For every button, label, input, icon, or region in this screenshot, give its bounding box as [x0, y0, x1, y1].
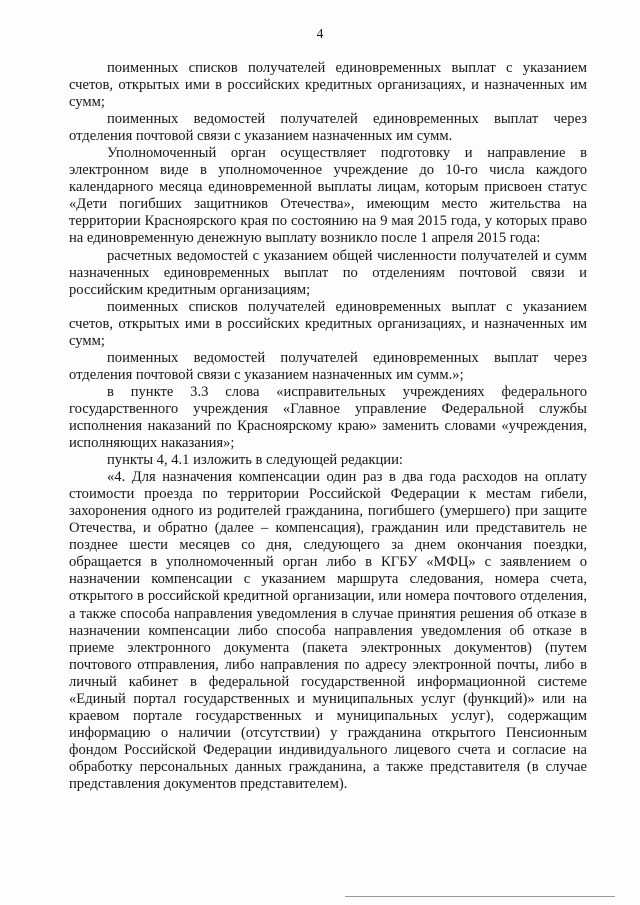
paragraph: «4. Для назначения компенсации один раз в два года расходов на оплату стоимости проезда по территории Российской Федерации к местам гибели, захоронения одного из родителей гражданина, погибшего (умершего) при защите Отечества, и обратно (далее – компенсация), гражданин или представитель не позднее шести месяцев со дня, следующего за днем окончания поездки, обращается в уполномоченный орган либо в КГБУ «МФЦ» с заявлением о назначении компенсации с указанием маршрута следования, номера счета, открытого в российской кредитной организации, или номера почтового отделения, а также способа направления уведомления в случае принятия решения об отказе в назначении компенсации либо способа направления уведомления об отказе в приеме электронного документа (пакета электронных документов) (путем почтового отправления, либо направления по адресу электронной почты, либо в личный кабинет в федеральной государственной информационной системе «Единый портал государственных и муниципальных услуг (функций)» или на краевом портале государственных и муниципальных услуг), содержащим информацию о наличии (отсутствии) у гражданина открытого Пенсионным фондом Российской Федерации индивидуального лицевого счета и согласие на обработку персональных данных гражданина, а также представителя (в случае представления документов представителем).: [69, 469, 587, 792]
page-number: 4: [316, 26, 324, 41]
paragraph: пункты 4, 4.1 изложить в следующей редакции:: [107, 452, 403, 469]
paragraph: поименных ведомостей получателей единовременных выплат через отделения почтовой связи с указанием назначенных им сумм.»;: [69, 349, 587, 383]
paragraph: расчетных ведомостей с указанием общей численности получателей и сумм назначенных единовременных выплат по отделениям почтовой связи и российским кредитным организациям;: [69, 247, 587, 298]
paragraph: в пункте 3.3 слова «исправительных учреждениях федерального государственного учреждения «Главное управление Федеральной службы исполнения наказаний по Красноярскому краю» заменить словами «учреждения, исполняющих наказания»;: [69, 383, 587, 452]
paragraph: поименных списков получателей единовременных выплат с указанием счетов, открытых ими в российских кредитных организациях, и назначенных им сумм;: [69, 60, 587, 111]
paragraph: Уполномоченный орган осуществляет подготовку и направление в электронном виде в уполномоченное учреждение до 10-го числа каждого календарного месяца единовременной выплаты лицам, которым присвоен статус «Дети погибших защитников Отечества», имеющим место жительства на территории Красноярского края по состоянию на 9 мая 2015 года, у которых право на единовременную денежную выплату возникло после 1 апреля 2015 года:: [69, 145, 587, 247]
bottom-rule: [345, 896, 615, 897]
document-body: [69, 60, 587, 793]
paragraph: поименных списков получателей единовременных выплат с указанием счетов, открытых ими в российских кредитных организациях, и назначенных им сумм;: [69, 298, 587, 349]
paragraph: поименных ведомостей получателей единовременных выплат через отделения почтовой связи с указанием назначенных им сумм.: [69, 111, 587, 145]
